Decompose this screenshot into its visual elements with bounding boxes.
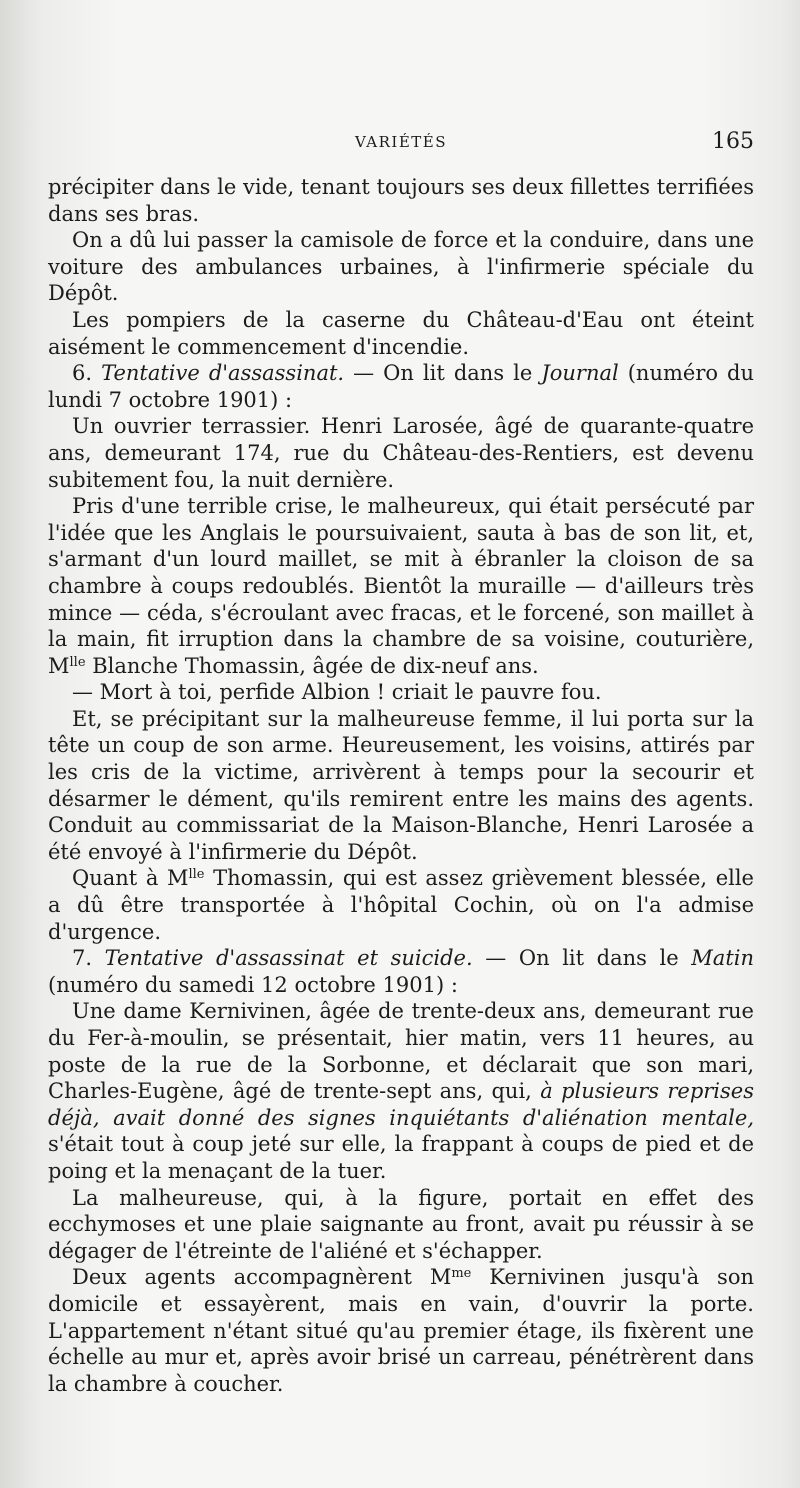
body-text (48, 174, 754, 1397)
italic-text: à plusieurs reprises déjà, avait donné des signes inquiétants d'aliénation mentale, (48, 1079, 755, 1130)
paragraph (48, 865, 754, 945)
text-run: — On lit dans le (344, 361, 542, 386)
page-header (48, 129, 754, 163)
superscript: lle (188, 867, 205, 883)
paragraph (48, 1264, 754, 1397)
text-run: Deux agents accompagnèrent M (72, 1265, 452, 1290)
text-run: (numéro du lundi 7 octobre 1901) : (48, 361, 754, 412)
paragraph (48, 174, 754, 227)
superscript: me (451, 1266, 472, 1282)
text-run: 6. (72, 361, 102, 386)
text-run: La malheureuse, qui, à la figure, portait en effet des ecchymoses et une plaie saignante au front, avait pu réussir à se dégager de l'étreinte de l'aliéné et s'échapper. (48, 1185, 754, 1263)
text-run: Quant à M (72, 866, 189, 891)
text-run: précipiter dans le vide, tenant toujours ses deux fillettes terrifiées dans ses bras. (48, 175, 754, 226)
paragraph (48, 998, 754, 1184)
paragraph (48, 945, 754, 998)
text-run: s'était tout à coup jeté sur elle, la frappant à coups de pied et de poing et la menaçant de la tuer. (48, 1132, 754, 1183)
text-run: Un ouvrier terrassier. Henri Larosée, âgé de quarante-quatre ans, demeurant 174, rue du Château-des-Rentiers, est devenu subitement fou, la nuit dernière. (48, 414, 754, 492)
paragraph (48, 413, 754, 493)
text-run: — On lit dans le (472, 946, 692, 971)
paragraph (48, 307, 754, 360)
text-run: Pris d'une terrible crise, le malheureux, qui était persécuté par l'idée que les Anglais le poursuivaient, sauta à bas de son lit, et, s'armant d'un lourd maillet, se mit à ébranler la cloison de sa chambre à coups redoublés. Bientôt la muraille — d'ailleurs très mince — céda, s'écroulant avec fracas, et le forcené, son maillet à la main, fit irruption dans la chambre de sa voisine, couturière, M (48, 494, 754, 678)
text-run: (numéro du samedi 12 octobre 1901) : (48, 972, 458, 997)
text-run: Thomassin, qui est assez grièvement blessée, elle a dû être transportée à l'hôpital Cochin, où on l'a admise d'urgence. (48, 866, 754, 944)
text-run: Blanche Thomassin, âgée de dix-neuf ans. (85, 653, 539, 678)
text-run: Une dame Kernivinen, âgée de trente-deux ans, demeurant rue du Fer-à-moulin, se présentait, hier matin, vers 11 heures, au poste de la rue de la Sorbonne, et déclarait que son mari, Charles-Eugène, âgé de trente-sept ans, qui, (48, 999, 754, 1104)
italic-text: Matin (691, 946, 754, 971)
page-number: 165 (712, 129, 754, 154)
paragraph (48, 360, 754, 413)
text-run: 7. (72, 946, 105, 971)
running-title: VARIÉTÉS (354, 133, 448, 151)
italic-text: Tentative d'assassinat et suicide. (104, 946, 473, 971)
paragraph (48, 1185, 754, 1265)
paragraph (48, 493, 754, 679)
paragraph (48, 679, 754, 706)
paragraph (48, 227, 754, 307)
superscript: lle (69, 654, 86, 670)
italic-text: Tentative d'assassinat. (101, 361, 345, 386)
text-run: Kernivinen jusqu'à son domicile et essayèrent, mais en vain, d'ouvrir la porte. L'appartement n'étant situé qu'au premier étage, ils fixèrent une échelle au mur et, après avoir brisé un carreau, pénétrèrent dans la chambre à coucher. (48, 1265, 754, 1396)
text-run: Les pompiers de la caserne du Château-d'Eau ont éteint aisément le commencement d'incendie. (48, 307, 754, 359)
text-run: On a dû lui passer la camisole de force et la conduire, dans une voiture des ambulances urbaines, à l'infirmerie spéciale du Dépôt. (48, 228, 754, 306)
text-run: — Mort à toi, perfide Albion ! criait le pauvre fou. (72, 680, 602, 705)
italic-text: Journal (541, 361, 619, 386)
text-run: Et, se précipitant sur la malheureuse femme, il lui porta sur la tête un coup de son arme. Heureusement, les voisins, attirés par les cris de la victime, arrivèrent à temps pour la secourir et désarmer le dément, qu'ils remirent entre les mains des agents. Conduit au commissariat de la Maison-Blanche, Henri Larosée a été envoyé à l'infirmerie du Dépôt. (48, 706, 754, 864)
paragraph (48, 706, 754, 866)
